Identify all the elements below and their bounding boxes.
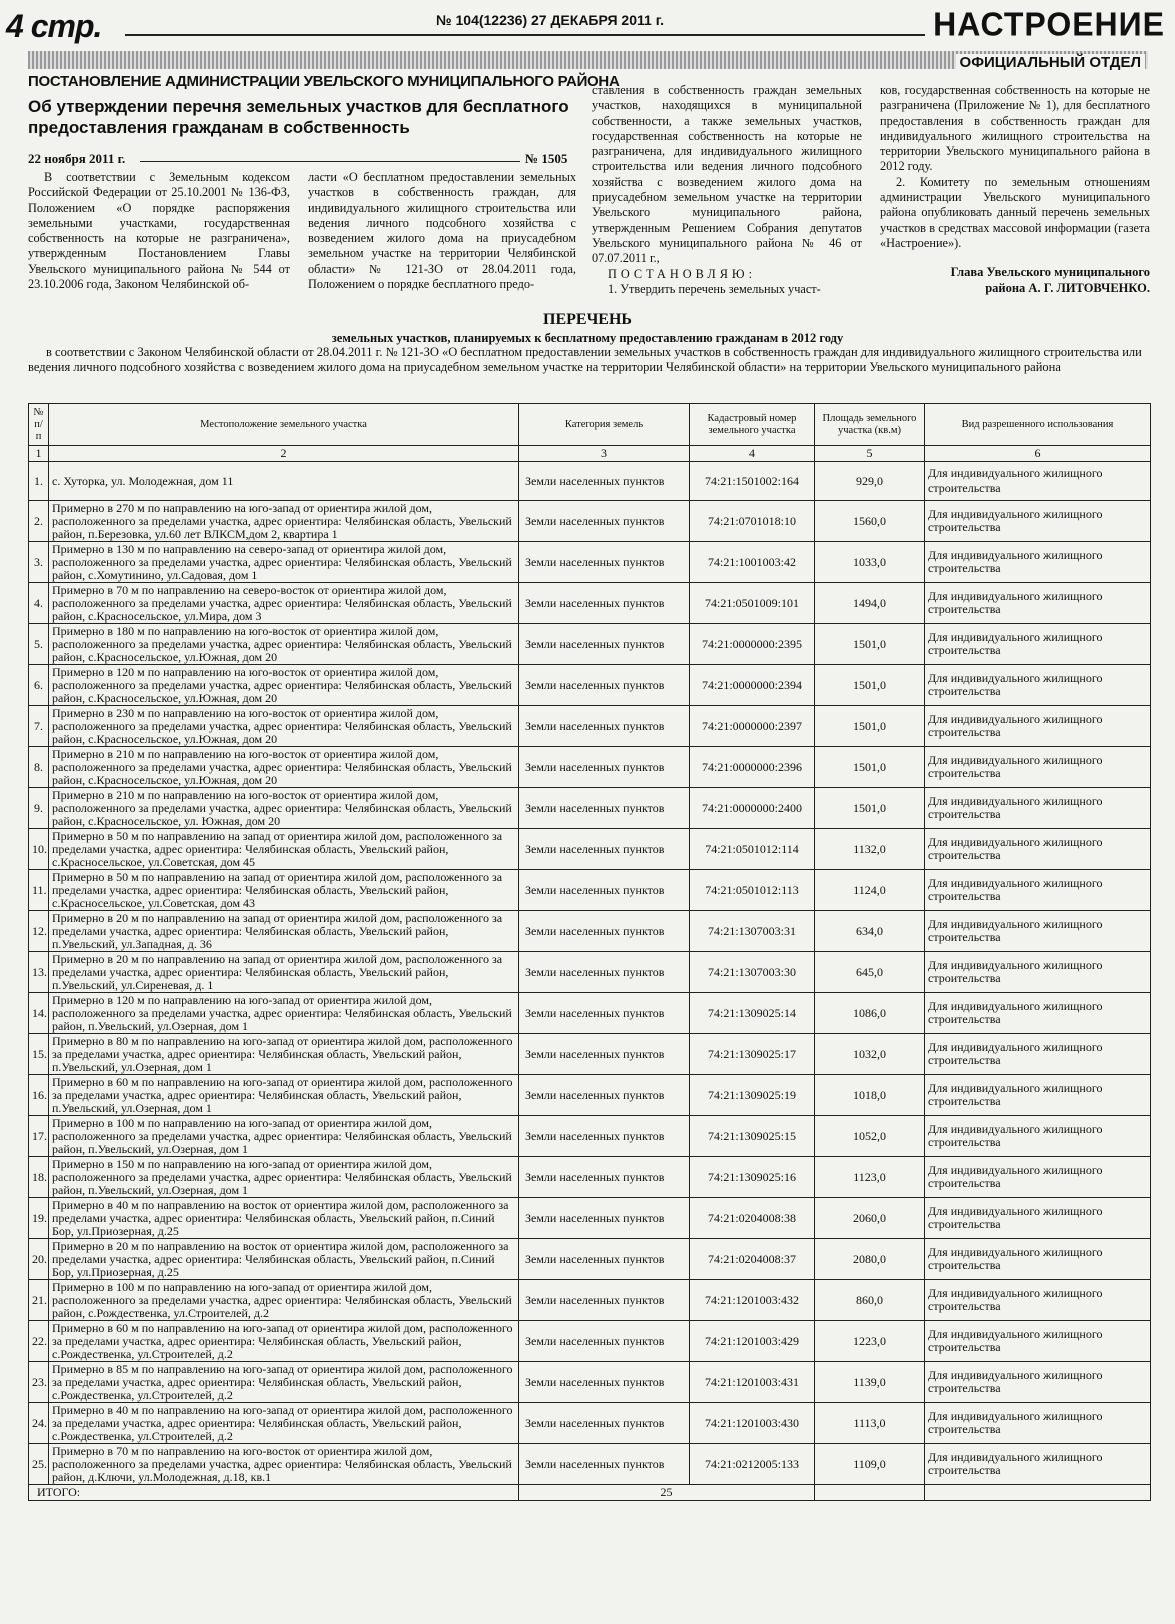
row-location: Примерно в 50 м по направлению на запад от ориентира жилой дом, расположенного за пределами участка, адрес ориентира: Челябинская область, Увельский район, с.Красносельское, ул.Советская, дом 43 (49, 870, 519, 911)
row-area: 860,0 (815, 1280, 925, 1321)
row-location: Примерно в 270 м по направлению на юго-запад от ориентира жилой дом, расположенного за пределами участка, адрес ориентира: Челябинская область, Увельский район, п.Березовка, ул.60 лет ВЛКСМ,дом 2, квартира 1 (49, 501, 519, 542)
decree-column-2: ласти «О бесплатном предоставлении земельных участков в собственность граждан, для индивидуального жилищного строительства или ведения личного подсобного хозяйства с возведением жилого дома на приусадебном земельном участке на территории Челябинской области» № 121-ЗО от 28.04.2011 года, Положением о порядке бесплатного предо- (308, 170, 576, 292)
row-location: Примерно в 210 м по направлению на юго-восток от ориентира жилой дом, расположенного за пределами участка, адрес ориентира: Челябинская область, Увельский район, с.Красносельское, ул. Южная, дом 20 (49, 788, 519, 829)
row-use: Для индивидуального жилищного строительства (925, 1198, 1151, 1239)
total-label: ИТОГО: (29, 1485, 519, 1501)
row-number: 8. (29, 747, 49, 788)
table-row (29, 1157, 1151, 1198)
row-use: Для индивидуального жилищного строительства (925, 1075, 1151, 1116)
row-number: 14. (29, 993, 49, 1034)
column-number: 1 (29, 446, 49, 462)
row-cadastral: 74:21:1201003:430 (690, 1403, 815, 1444)
row-category: Земли населенных пунктов (519, 1239, 690, 1280)
row-use: Для индивидуального жилищного строительства (925, 462, 1151, 501)
row-use: Для индивидуального жилищного строительства (925, 1403, 1151, 1444)
row-category: Земли населенных пунктов (519, 1075, 690, 1116)
column-number: 5 (815, 446, 925, 462)
row-category: Земли населенных пунктов (519, 1403, 690, 1444)
row-category: Земли населенных пунктов (519, 542, 690, 583)
list-title: ПЕРЕЧЕНЬ (543, 311, 632, 328)
row-cadastral: 74:21:1201003:431 (690, 1362, 815, 1403)
total-empty (815, 1485, 925, 1501)
row-category: Земли населенных пунктов (519, 1116, 690, 1157)
row-area: 1501,0 (815, 706, 925, 747)
decree-column-3-text: ставления в собственность граждан земельных участков, находящихся в муниципальной собственности, а также земельных участков, государственная собственность на которые не разграничена, для индивидуального жилищного строительства или ведения личного подсобного хозяйства с возведением жилого дома на приусадебном земельном участке на территории Увельского муниципального района, утвержденным Решением Собрания депутатов Увельского муниципального района № 46 от 07.07.2011 г., (592, 83, 862, 266)
row-use: Для индивидуального жилищного строительства (925, 993, 1151, 1034)
column-number-row (29, 446, 1151, 462)
table-row (29, 1075, 1151, 1116)
row-area: 1501,0 (815, 665, 925, 706)
row-location: Примерно в 20 м по направлению на запад от ориентира жилой дом, расположенного за пределами участка, адрес ориентира: Челябинская область, Увельский район, п.Увельский, ул.Сиреневая, д. 1 (49, 952, 519, 993)
row-use: Для индивидуального жилищного строительства (925, 583, 1151, 624)
row-cadastral: 74:21:1201003:429 (690, 1321, 815, 1362)
table-row (29, 1198, 1151, 1239)
row-category: Земли населенных пунктов (519, 911, 690, 952)
row-cadastral: 74:21:1307003:31 (690, 911, 815, 952)
row-location: Примерно в 40 м по направлению на юго-запад от ориентира жилой дом, расположенного за пределами участка, адрес ориентира: Челябинская область, Увельский район, с.Рождественка, ул.Строителей, д.2 (49, 1403, 519, 1444)
table-row (29, 1239, 1151, 1280)
row-area: 1018,0 (815, 1075, 925, 1116)
decree-title: Об утверждении перечня земельных участков для бесплатного предоставления гражданам в собственность (28, 97, 569, 137)
row-cadastral: 74:21:0501012:113 (690, 870, 815, 911)
row-location: Примерно в 100 м по направлению на юго-запад от ориентира жилой дом, расположенного за пределами участка, адрес ориентира: Челябинская область, Увельский район, с.Рождественка, ул.Строителей, д.2 (49, 1280, 519, 1321)
row-number: 4. (29, 583, 49, 624)
row-area: 2080,0 (815, 1239, 925, 1280)
table-row (29, 542, 1151, 583)
table-row (29, 706, 1151, 747)
table-row (29, 1321, 1151, 1362)
row-category: Земли населенных пунктов (519, 1157, 690, 1198)
row-number: 3. (29, 542, 49, 583)
row-location: Примерно в 60 м по направлению на юго-запад от ориентира жилой дом, расположенного за пределами участка, адрес ориентира: Челябинская область, Увельский район, п.Увельский, ул.Озерная, дом 1 (49, 1075, 519, 1116)
header-category: Категория земель (519, 404, 690, 446)
table-row (29, 747, 1151, 788)
row-area: 1109,0 (815, 1444, 925, 1485)
row-cadastral: 74:21:1307003:30 (690, 952, 815, 993)
row-category: Земли населенных пунктов (519, 993, 690, 1034)
row-number: 7. (29, 706, 49, 747)
row-category: Земли населенных пунктов (519, 583, 690, 624)
row-cadastral: 74:21:0000000:2397 (690, 706, 815, 747)
page-number: 4 стр. (6, 8, 102, 44)
row-location: Примерно в 130 м по направлению на северо-запад от ориентира жилой дом, расположенного за пределами участка, адрес ориентира: Челябинская область, Увельский район, с.Хомутинино, ул.Садовая, дом 1 (49, 542, 519, 583)
newspaper-name: НАСТРОЕНИЕ (933, 5, 1165, 43)
row-location: Примерно в 120 м по направлению на юго-восток от ориентира жилой дом, расположенного за пределами участка, адрес ориентира: Челябинская область, Увельский район, с.Красносельское, ул.Южная, дом 20 (49, 665, 519, 706)
row-location: Примерно в 50 м по направлению на запад от ориентира жилой дом, расположенного за пределами участка, адрес ориентира: Челябинская область, Увельский район, с.Красносельское, ул.Советская, дом 45 (49, 829, 519, 870)
issue-number: № 104(12236) 27 ДЕКАБРЯ 2011 г. (430, 12, 670, 28)
decree-column-4 (880, 83, 1150, 296)
row-category: Земли населенных пунктов (519, 952, 690, 993)
row-area: 1223,0 (815, 1321, 925, 1362)
row-use: Для индивидуального жилищного строительства (925, 829, 1151, 870)
row-location: Примерно в 60 м по направлению на юго-запад от ориентира жилой дом, расположенного за пределами участка, адрес ориентира: Челябинская область, Увельский район, с.Рождественка, ул.Строителей, д.2 (49, 1321, 519, 1362)
row-area: 1501,0 (815, 747, 925, 788)
row-use: Для индивидуального жилищного строительства (925, 706, 1151, 747)
row-area: 1113,0 (815, 1403, 925, 1444)
decree-date: 22 ноября 2011 г. (28, 151, 126, 166)
row-location: Примерно в 210 м по направлению на юго-восток от ориентира жилой дом, расположенного за пределами участка, адрес ориентира: Челябинская область, Увельский район, с.Красносельское, ул.Южная, дом 20 (49, 747, 519, 788)
row-location: Примерно в 80 м по направлению на юго-запад от ориентира жилой дом, расположенного за пределами участка, адрес ориентира: Челябинская область, Увельский район, п.Увельский, ул.Озерная, дом 1 (49, 1034, 519, 1075)
row-location: Примерно в 150 м по направлению на юго-запад от ориентира жилой дом, расположенного за пределами участка, адрес ориентира: Челябинская область, Увельский район, п.Увельский, ул.Озерная, дом 1 (49, 1157, 519, 1198)
decree-number: № 1505 (525, 151, 568, 166)
date-rule (140, 161, 520, 162)
row-category: Земли населенных пунктов (519, 1198, 690, 1239)
row-cadastral: 74:21:0000000:2394 (690, 665, 815, 706)
row-cadastral: 74:21:0000000:2395 (690, 624, 815, 665)
row-category: Земли населенных пунктов (519, 462, 690, 501)
table-row (29, 911, 1151, 952)
header-use: Вид разрешенного использования (925, 404, 1151, 446)
row-number: 19. (29, 1198, 49, 1239)
table-row (29, 829, 1151, 870)
row-number: 10. (29, 829, 49, 870)
list-subtitle: земельных участков, планируемых к бесплатному предоставлению гражданам в 2012 году (331, 331, 844, 345)
decree-column-1: В соответствии с Земельным кодексом Российской Федерации от 25.10.2001 № 136-ФЗ, Положением «О порядке распоряжения земельными участками, государственная собственность на которые не разграничена», утвержденным Постановлением Главы Увельского муниципального района № 544 от 23.10.2006 года, Законом Челябинской об- (28, 170, 290, 292)
row-number: 2. (29, 501, 49, 542)
row-category: Земли населенных пунктов (519, 747, 690, 788)
table-row (29, 501, 1151, 542)
row-number: 11. (29, 870, 49, 911)
row-use: Для индивидуального жилищного строительства (925, 542, 1151, 583)
table-body (29, 462, 1151, 1485)
row-area: 1501,0 (815, 624, 925, 665)
table-header-row (29, 404, 1151, 446)
row-use: Для индивидуального жилищного строительства (925, 1444, 1151, 1485)
row-number: 1. (29, 462, 49, 501)
row-category: Земли населенных пунктов (519, 501, 690, 542)
row-cadastral: 74:21:1501002:164 (690, 462, 815, 501)
row-category: Земли населенных пунктов (519, 624, 690, 665)
row-area: 1052,0 (815, 1116, 925, 1157)
row-location: Примерно в 70 м по направлению на юго-восток от ориентира жилой дом, расположенного за пределами участка, адрес ориентира: Челябинская область, Увельский район, д.Ключи, ул.Молодежная, д.18, кв.1 (49, 1444, 519, 1485)
row-category: Земли населенных пунктов (519, 1362, 690, 1403)
decree-header: ПОСТАНОВЛЕНИЕ АДМИНИСТРАЦИИ УВЕЛЬСКОГО МУНИЦИПАЛЬНОГО РАЙОНА (28, 73, 620, 90)
header-cadastral: Кадастровый номер земельного участка (690, 404, 815, 446)
row-use: Для индивидуального жилищного строительства (925, 870, 1151, 911)
row-use: Для индивидуального жилищного строительства (925, 1280, 1151, 1321)
row-area: 929,0 (815, 462, 925, 501)
row-area: 1560,0 (815, 501, 925, 542)
row-number: 25. (29, 1444, 49, 1485)
row-cadastral: 74:21:0000000:2396 (690, 747, 815, 788)
row-number: 15. (29, 1034, 49, 1075)
masthead (0, 6, 1175, 46)
row-category: Земли населенных пунктов (519, 870, 690, 911)
table-row (29, 1362, 1151, 1403)
row-cadastral: 74:21:1309025:19 (690, 1075, 815, 1116)
signature (880, 265, 1150, 296)
decree-point-1: 1. Утвердить перечень земельных участ- (608, 281, 821, 296)
row-location: Примерно в 85 м по направлению на юго-запад от ориентира жилой дом, расположенного за пределами участка, адрес ориентира: Челябинская область, Увельский район, с.Рождественка, ул.Строителей, д.2 (49, 1362, 519, 1403)
row-number: 5. (29, 624, 49, 665)
signature-line-1: Глава Увельского муниципального (950, 265, 1150, 280)
row-cadastral: 74:21:0204008:37 (690, 1239, 815, 1280)
masthead-rule (125, 34, 925, 36)
header-location: Местоположение земельного участка (49, 404, 519, 446)
row-use: Для индивидуального жилищного строительства (925, 788, 1151, 829)
row-number: 16. (29, 1075, 49, 1116)
row-location: с. Хуторка, ул. Молодежная, дом 11 (49, 462, 519, 501)
row-location: Примерно в 100 м по направлению на юго-запад от ориентира жилой дом, расположенного за пределами участка, адрес ориентира: Челябинская область, Увельский район, п.Увельский, ул.Озерная, дом 1 (49, 1116, 519, 1157)
table-row (29, 1444, 1151, 1485)
row-number: 18. (29, 1157, 49, 1198)
row-cadastral: 74:21:0204008:38 (690, 1198, 815, 1239)
row-location: Примерно в 120 м по направлению на юго-запад от ориентира жилой дом, расположенного за пределами участка, адрес ориентира: Челябинская область, Увельский район, п.Увельский, ул.Озерная, дом 1 (49, 993, 519, 1034)
table-row (29, 870, 1151, 911)
table-row (29, 788, 1151, 829)
row-area: 1033,0 (815, 542, 925, 583)
department-label: ОФИЦИАЛЬНЫЙ ОТДЕЛ (956, 54, 1145, 71)
row-area: 2060,0 (815, 1198, 925, 1239)
row-number: 24. (29, 1403, 49, 1444)
row-use: Для индивидуального жилищного строительства (925, 952, 1151, 993)
row-use: Для индивидуального жилищного строительства (925, 665, 1151, 706)
row-location: Примерно в 40 м по направлению на восток от ориентира жилой дом, расположенного за пределами участка, адрес ориентира: Челябинская область, Увельский район, п.Синий Бор, ул.Приозерная, д.25 (49, 1198, 519, 1239)
row-location: Примерно в 230 м по направлению на юго-восток от ориентира жилой дом, расположенного за пределами участка, адрес ориентира: Челябинская область, Увельский район, с.Красносельское, ул.Южная, дом 20 (49, 706, 519, 747)
table-row (29, 952, 1151, 993)
row-category: Земли населенных пунктов (519, 1034, 690, 1075)
table-row (29, 1403, 1151, 1444)
row-use: Для индивидуального жилищного строительства (925, 1239, 1151, 1280)
row-category: Земли населенных пунктов (519, 706, 690, 747)
header-number: № п/п (29, 404, 49, 446)
row-category: Земли населенных пунктов (519, 1321, 690, 1362)
signature-line-2: района А. Г. ЛИТОВЧЕНКО. (985, 280, 1150, 295)
row-location: Примерно в 20 м по направлению на запад от ориентира жилой дом, расположенного за пределами участка, адрес ориентира: Челябинская область, Увельский район, п.Увельский, ул.Западная, д. 36 (49, 911, 519, 952)
decree-column-4-p1: ков, государственная собственность на которые не разграничена (Приложение № 1), для бесплатного предоставления в собственность граждан для индивидуального жилищного строительства на территории Увельского муниципального района в 2012 году. (880, 83, 1150, 174)
row-area: 645,0 (815, 952, 925, 993)
column-number: 2 (49, 446, 519, 462)
row-category: Земли населенных пунктов (519, 665, 690, 706)
row-area: 634,0 (815, 911, 925, 952)
row-cadastral: 74:21:0501012:114 (690, 829, 815, 870)
decree-column-3 (592, 83, 862, 297)
row-category: Земли населенных пунктов (519, 829, 690, 870)
row-use: Для индивидуального жилищного строительства (925, 747, 1151, 788)
row-cadastral: 74:21:1309025:15 (690, 1116, 815, 1157)
row-area: 1132,0 (815, 829, 925, 870)
column-number: 3 (519, 446, 690, 462)
row-use: Для индивидуального жилищного строительства (925, 1157, 1151, 1198)
table-row (29, 583, 1151, 624)
row-cadastral: 74:21:1201003:432 (690, 1280, 815, 1321)
row-area: 1139,0 (815, 1362, 925, 1403)
table-row (29, 665, 1151, 706)
row-location: Примерно в 20 м по направлению на восток от ориентира жилой дом, расположенного за пределами участка, адрес ориентира: Челябинская область, Увельский район, п.Синий Бор, ул.Приозерная, д.25 (49, 1239, 519, 1280)
table-row (29, 462, 1151, 501)
row-cadastral: 74:21:1309025:17 (690, 1034, 815, 1075)
row-use: Для индивидуального жилищного строительства (925, 1362, 1151, 1403)
row-cadastral: 74:21:0701018:10 (690, 501, 815, 542)
row-number: 20. (29, 1239, 49, 1280)
list-basis: в соответствии с Законом Челябинской области от 28.04.2011 г. № 121-ЗО «О бесплатном предоставлении земельных участков в собственность граждан для индивидуального жилищного строительства или ведения личного подсобного хозяйства с возведением жилого дома на приусадебном земельном участке на территории Челябинской области» на территории Увельского муниципального района (28, 345, 1142, 374)
row-cadastral: 74:21:0501009:101 (690, 583, 815, 624)
row-category: Земли населенных пунктов (519, 1444, 690, 1485)
row-use: Для индивидуального жилищного строительства (925, 1116, 1151, 1157)
row-area: 1086,0 (815, 993, 925, 1034)
row-number: 22. (29, 1321, 49, 1362)
row-number: 23. (29, 1362, 49, 1403)
header-area: Площадь земельного участка (кв.м) (815, 404, 925, 446)
total-value: 25 (519, 1485, 815, 1501)
row-use: Для индивидуального жилищного строительства (925, 1034, 1151, 1075)
table-row (29, 1034, 1151, 1075)
row-cadastral: 74:21:0000000:2400 (690, 788, 815, 829)
column-number: 4 (690, 446, 815, 462)
row-cadastral: 74:21:1309025:14 (690, 993, 815, 1034)
row-area: 1123,0 (815, 1157, 925, 1198)
total-empty (925, 1485, 1151, 1501)
row-location: Примерно в 180 м по направлению на юго-восток от ориентира жилой дом, расположенного за пределами участка, адрес ориентира: Челябинская область, Увельский район, с.Красносельское, ул.Южная, дом 20 (49, 624, 519, 665)
row-use: Для индивидуального жилищного строительства (925, 1321, 1151, 1362)
total-row (29, 1485, 1151, 1501)
row-number: 12. (29, 911, 49, 952)
land-plots-table (28, 403, 1151, 1501)
row-cadastral: 74:21:1309025:16 (690, 1157, 815, 1198)
row-area: 1032,0 (815, 1034, 925, 1075)
table-row (29, 1280, 1151, 1321)
row-number: 6. (29, 665, 49, 706)
row-category: Земли населенных пунктов (519, 1280, 690, 1321)
row-area: 1494,0 (815, 583, 925, 624)
row-use: Для индивидуального жилищного строительства (925, 501, 1151, 542)
row-use: Для индивидуального жилищного строительства (925, 624, 1151, 665)
row-number: 17. (29, 1116, 49, 1157)
decree-column-4-p2: 2. Комитету по земельным отношениям администрации Увельского муниципального района опубликовать данный перечень земельных участков в средствах массовой информации (газета «Настроение»). (880, 174, 1150, 250)
decree-word: ПОСТАНОВЛЯЮ: (608, 266, 756, 281)
row-number: 21. (29, 1280, 49, 1321)
row-number: 9. (29, 788, 49, 829)
row-use: Для индивидуального жилищного строительства (925, 911, 1151, 952)
row-area: 1124,0 (815, 870, 925, 911)
table-row (29, 1116, 1151, 1157)
row-number: 13. (29, 952, 49, 993)
row-area: 1501,0 (815, 788, 925, 829)
row-cadastral: 74:21:0212005:133 (690, 1444, 815, 1485)
table-row (29, 993, 1151, 1034)
column-number: 6 (925, 446, 1151, 462)
row-category: Земли населенных пунктов (519, 788, 690, 829)
row-location: Примерно в 70 м по направлению на северо-восток от ориентира жилой дом, расположенного за пределами участка, адрес ориентира: Челябинская область, Увельский район, с.Красносельское, ул.Мира, дом 3 (49, 583, 519, 624)
table-row (29, 624, 1151, 665)
row-cadastral: 74:21:1001003:42 (690, 542, 815, 583)
